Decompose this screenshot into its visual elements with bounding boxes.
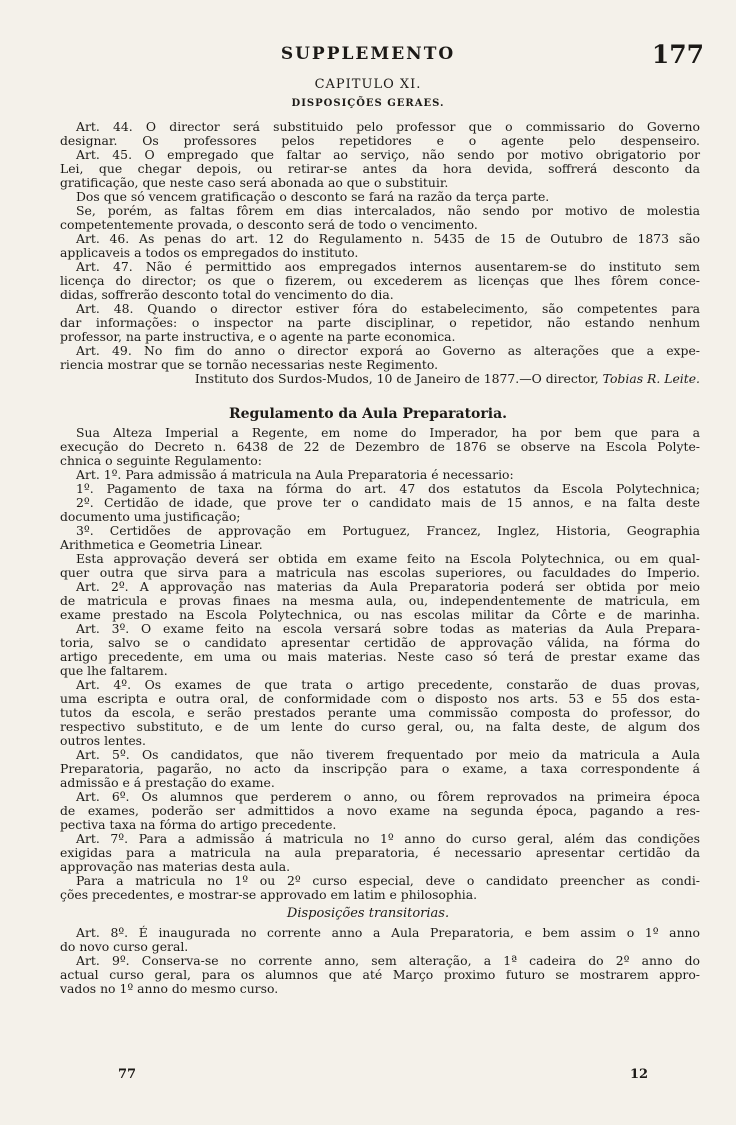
- text-line: Art. 4º. Os exames de que trata o artigo precedente, constarão de duas provas,: [76, 677, 700, 692]
- text-line: 3º. Certidões de approvação em Portuguez, Francez, Inglez, Historia, Geographia: [76, 523, 700, 538]
- text-line: Art. 44. O director será substituido pelo professor que o commissario do Governo: [76, 119, 700, 134]
- text-line: Art. 6º. Os alumnos que perderem o anno, ou fôrem reprovados na primeira época: [76, 789, 700, 804]
- text-line: execução do Decreto n. 6438 de 22 de Dezembro de 1876 se observe na Escola Polyte-: [60, 439, 700, 454]
- text-line: de matricula e provas finaes na mesma aula, ou, independentemente de matricula, em: [60, 593, 700, 608]
- text-line: Art. 48. Quando o director estiver fóra do estabelecimento, são competentes para: [76, 301, 700, 316]
- text-line: respectivo substituto, e de um lente do curso geral, ou, na falta deste, de algum dos: [60, 719, 700, 734]
- signature-mark-right: 12: [630, 1067, 649, 1082]
- text-line: Art. 2º. A approvação nas materias da Aula Preparatoria poderá ser obtida por meio: [76, 579, 700, 594]
- text-line: Dos que só vencem gratificação o desconto se fará na razão da terça parte.: [76, 189, 550, 204]
- text-line: que lhe faltarem.: [60, 663, 168, 678]
- text-line: riencia mostrar que se tornão necessarias neste Regimento.: [60, 357, 439, 372]
- text-line: Preparatoria, pagarão, no acto da inscripção para o exame, a taxa correspondente á: [60, 761, 700, 776]
- text-line: de exames, poderão ser admittidos a novo exame na segunda época, pagando a res-: [60, 803, 700, 818]
- text-line: Esta approvação deverá ser obtida em exame feito na Escola Polytechnica, ou em qual-: [76, 551, 700, 566]
- text-line: toria, salvo se o candidato apresentar certidão de approvação válida, na fórma do: [60, 635, 700, 650]
- text-line: admissão e á prestação do exame.: [60, 775, 275, 790]
- text-line: pectiva taxa na fórma do artigo precedente.: [60, 817, 337, 832]
- text-line: licença do director; os que o fizerem, ou excederem as licenças que lhes fôrem conce-: [60, 273, 700, 288]
- text-line: approvação nas materias desta aula.: [60, 859, 291, 874]
- text-line: 2º. Certidão de idade, que prove ter o candidato mais de 15 annos, e na falta deste: [76, 495, 700, 510]
- text-line: vados no 1º anno do mesmo curso.: [60, 981, 279, 996]
- page-number: 177: [651, 40, 704, 69]
- regulation-title: Regulamento da Aula Preparatoria.: [228, 406, 508, 422]
- text-line: quer outra que sirva para a matricula nas escolas superiores, ou faculdades do Imperio.: [60, 565, 700, 580]
- signature-line: [76, 372, 700, 386]
- text-line: gratificação, que neste caso será abonada ao que o substituir.: [60, 175, 449, 190]
- text-line: Art. 8º. É inaugurada no corrente anno a Aula Preparatoria, e bem assim o 1º anno: [76, 925, 700, 940]
- text-line: Art. 3º. O exame feito na escola versará sobre todas as materias da Aula Prepara-: [76, 621, 700, 636]
- text-line: uma escripta e outra oral, de conformidade com o disposto nos arts. 53 e 55 dos esta-: [60, 691, 700, 706]
- section-title: DISPOSIÇÕES GERAES.: [291, 98, 445, 109]
- text-line: Art. 7º. Para a admissão á matricula no 1º anno do curso geral, além das condições: [76, 831, 700, 846]
- text-line: Art. 49. No fim do anno o director exporá ao Governo as alterações que a expe-: [76, 343, 700, 358]
- running-head: [0, 40, 736, 74]
- signature-text: Instituto dos Surdos-Mudos, 10 de Janeiro de 1877.—O director,: [194, 371, 599, 386]
- page-footer: [0, 1067, 736, 1087]
- text-line: documento uma justificação;: [60, 509, 241, 524]
- text-line: do novo curso geral.: [60, 939, 189, 954]
- text-line: professor, na parte instructiva, e o agente na parte economica.: [60, 329, 456, 344]
- text-line: artigo precedente, em uma ou mais materias. Neste caso só terá de prestar exame das: [60, 649, 700, 664]
- text-line: 1º. Pagamento de taxa na fórma do art. 47 dos estatutos da Escola Polytechnica;: [76, 481, 700, 496]
- text-line: designar. Os professores pelos repetidores e o agente pelo despenseiro.: [60, 133, 700, 148]
- text-line: Para a matricula no 1º ou 2º curso especial, deve o candidato preencher as condi-: [76, 873, 700, 888]
- text-line: ções precedentes, e mostrar-se approvado em latim e philosophia.: [60, 887, 478, 902]
- transitory-title: Disposições transitorias.: [286, 906, 450, 921]
- text-line: Art. 47. Não é permittido aos empregados internos ausentarem-se do instituto sem: [76, 259, 700, 274]
- running-title: SUPPLEMENTO: [280, 44, 456, 64]
- text-line: applicaveis a todos os empregados do instituto.: [60, 245, 359, 260]
- text-line: didas, soffrerão desconto total do vencimento do dia.: [60, 287, 394, 302]
- text-line: exigidas para a matricula na aula preparatoria, é necessario apresentar certidão da: [60, 845, 700, 860]
- text-line: Art. 1º. Para admissão á matricula na Aula Preparatoria é necessario:: [76, 467, 514, 482]
- text-line: Se, porém, as faltas fôrem em dias intercalados, não sendo por motivo de molestia: [76, 203, 700, 218]
- text-line: Art. 9º. Conserva-se no corrente anno, sem alteração, a 1ª cadeira do 2º anno do: [76, 953, 700, 968]
- text-line: chnica o seguinte Regulamento:: [60, 453, 262, 468]
- text-line: Lei, que chegar depois, ou retirar-se antes da hora devida, soffrerá desconto da: [60, 161, 700, 176]
- text-line: Sua Alteza Imperial a Regente, em nome do Imperador, ha por bem que para a: [76, 425, 700, 440]
- signature-mark-left: 77: [118, 1067, 137, 1082]
- text-line: Art. 46. As penas do art. 12 do Regulamento n. 5435 de 15 de Outubro de 1873 são: [76, 231, 700, 246]
- text-line: Arithmetica e Geometria Linear.: [60, 537, 263, 552]
- text-line: tutos da escola, e serão prestados perante uma commissão composta do professor, do: [60, 705, 700, 720]
- text-line: competentemente provada, o desconto será de todo o vencimento.: [60, 217, 478, 232]
- signature-name: Tobias R. Leite.: [602, 371, 700, 386]
- text-line: outros lentes.: [60, 733, 146, 748]
- chapter-title: CAPITULO XI.: [314, 77, 422, 92]
- text-line: Art. 45. O empregado que faltar ao serviço, não sendo por motivo obrigatorio por: [76, 147, 700, 162]
- text-line: actual curso geral, para os alumnos que até Março proximo futuro se mostrarem appro-: [60, 967, 700, 982]
- text-line: Art. 5º. Os candidatos, que não tiverem frequentado por meio da matricula a Aula: [76, 747, 700, 762]
- text-line: dar informações: o inspector na parte disciplinar, o repetidor, não estando nenhum: [60, 315, 700, 330]
- text-line: exame prestado na Escola Polytechnica, ou nas escolas militar da Côrte e de marinha.: [60, 607, 700, 622]
